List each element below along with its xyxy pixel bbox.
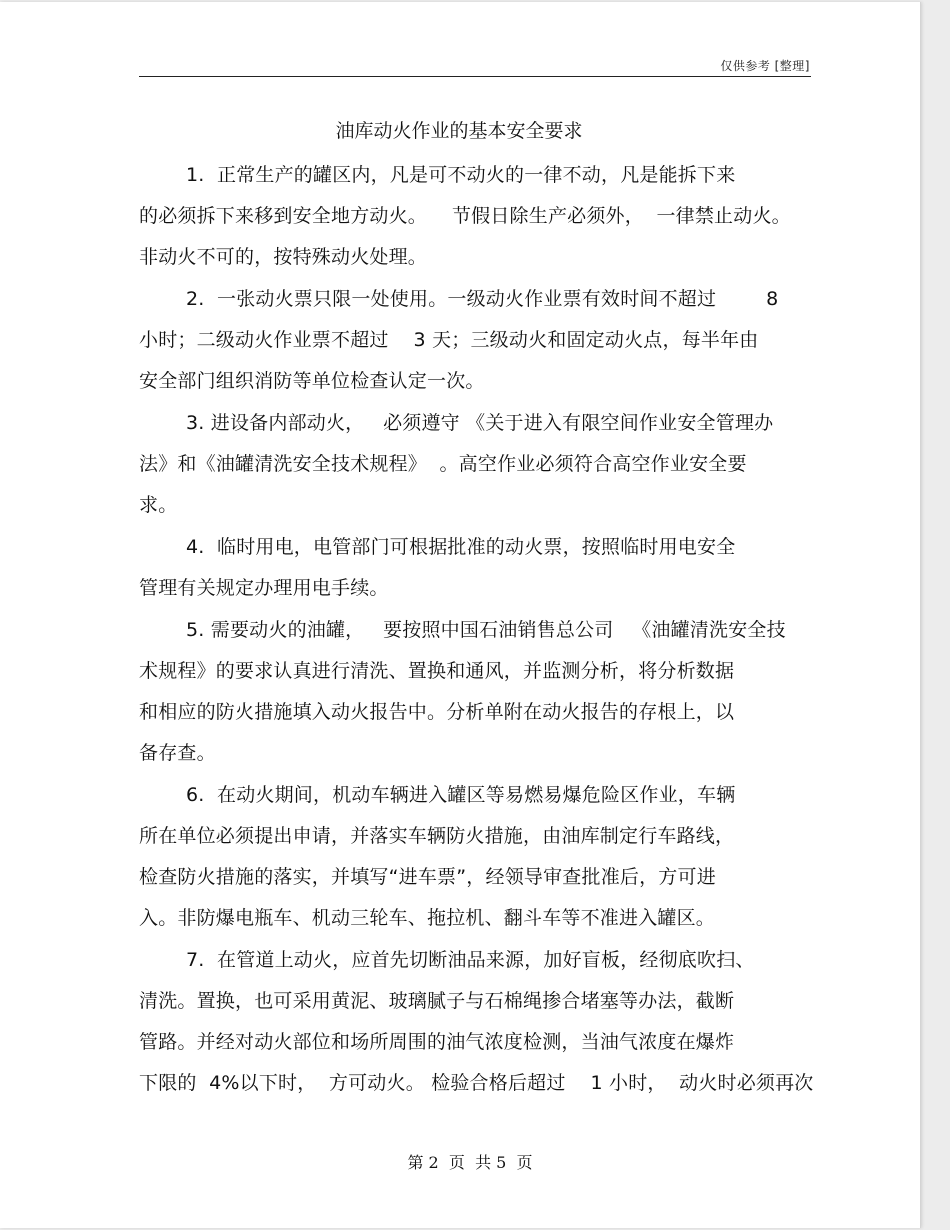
document-title: 油库动火作业的基本安全要求 (335, 120, 583, 142)
text-line: 的必须拆下来移到安全地方动火。 节假日除生产必须外， 一律禁止动火。 (139, 205, 791, 227)
text-line: 下限的 4%以下时， 方可动火。 检验合格后超过 1 小时， 动火时必须再次 (139, 1072, 814, 1094)
text-line: 清洗。置换，也可采用黄泥、玻璃腻子与石棉绳掺合堵塞等办法，截断 (139, 990, 735, 1012)
text-line: 备存查。 (139, 742, 216, 764)
paragraph-5 (139, 610, 819, 774)
document-body (139, 155, 819, 1104)
document-page (0, 2, 921, 1228)
text-line: 法》和《油罐清洗安全技术规程》 。高空作业必须符合高空作业安全要 (139, 453, 747, 475)
text-line: 检查防火措施的落实，并填写“进车票”，经领导审查批准后，方可进 (139, 866, 716, 888)
text-line: 4. 临时用电，电管部门可根据批准的动火票，按照临时用电安全 (186, 536, 736, 558)
text-line: 术规程》的要求认真进行清洗、置换和通风，并监测分析，将分析数据 (139, 660, 735, 682)
text-line: 7. 在管道上动火，应首先切断油品来源，加好盲板，经彻底吹扫、 (186, 949, 755, 971)
text-line: 2. 一张动火票只限一处使用。一级动火作业票有效时间不超过 8 (186, 288, 779, 310)
paragraph-2 (139, 279, 819, 402)
text-line: 求。 (139, 494, 178, 516)
paragraph-3 (139, 403, 819, 526)
text-line: 6. 在动火期间，机动车辆进入罐区等易燃易爆危险区作业，车辆 (186, 784, 736, 806)
header-divider (139, 76, 811, 77)
text-line: 小时；二级动火作业票不超过 3 天；三级动火和固定动火点，每半年由 (139, 329, 759, 351)
text-line: 安全部门组织消防等单位检查认定一次。 (139, 370, 485, 392)
paragraph-6 (139, 775, 819, 939)
text-line: 管路。并经对动火部位和场所周围的油气浓度检测，当油气浓度在爆炸 (139, 1031, 735, 1053)
page-number-footer: 第 2 页 共 5 页 (407, 1153, 533, 1172)
text-line: 1. 正常生产的罐区内，凡是可不动火的一律不动，凡是能拆下来 (186, 164, 736, 186)
paragraph-4 (139, 527, 819, 609)
header-note: 仅供参考 [整理] (720, 59, 810, 73)
text-line: 3. 进设备内部动火， 必须遵守 《关于进入有限空间作业安全管理办 (186, 412, 774, 434)
text-line: 非动火不可的，按特殊动火处理。 (139, 246, 428, 268)
text-line: 入。非防爆电瓶车、机动三轮车、拖拉机、翻斗车等不准进入罐区。 (139, 907, 716, 929)
text-line: 所在单位必须提出申请，并落实车辆防火措施，由油库制定行车路线， (139, 825, 735, 847)
text-line: 管理有关规定办理用电手续。 (139, 577, 389, 599)
text-line: 和相应的防火措施填入动火报告中。分析单附在动火报告的存根上，以 (139, 701, 735, 723)
paragraph-1 (139, 155, 819, 278)
paragraph-7 (139, 940, 819, 1104)
text-line: 5. 需要动火的油罐， 要按照中国石油销售总公司 《油罐清洗安全技 (186, 619, 786, 641)
